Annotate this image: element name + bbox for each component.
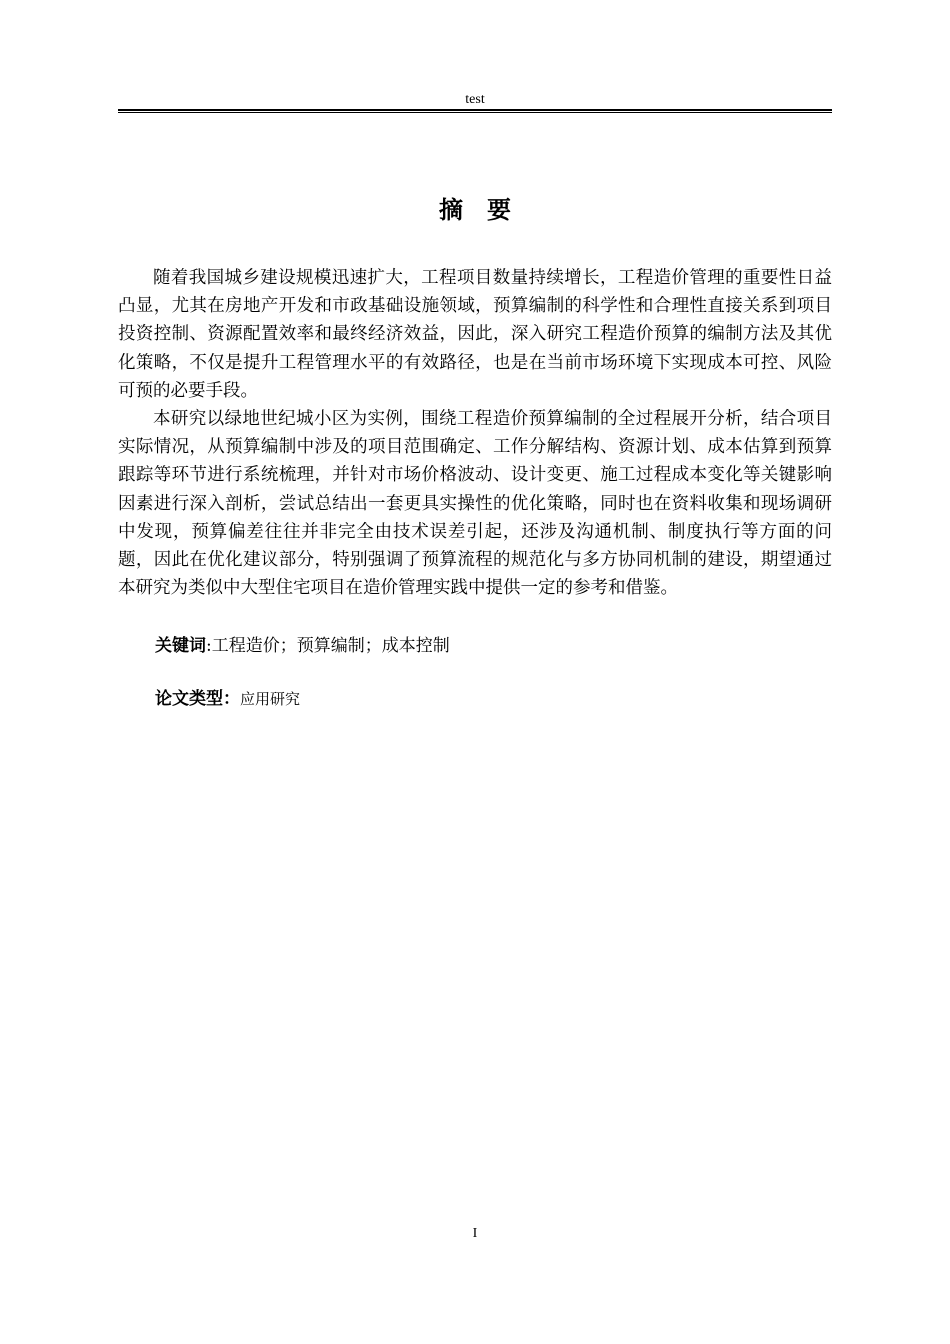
abstract-body <box>118 264 832 602</box>
keywords-separator: : <box>206 636 212 656</box>
keywords-line <box>155 632 832 660</box>
page-number: I <box>472 1226 478 1241</box>
header-rule <box>118 109 832 113</box>
abstract-paragraph-2: 本研究以绿地世纪城小区为实例，围绕工程造价预算编制的全过程展开分析，结合项目实际情况，从预算编制中涉及的项目范围确定、工作分解结构、资源计划、成本估算到预算跟踪等环节进行系统梳理，并针对市场价格波动、设计变更、施工过程成本变化等关键影响因素进行深入剖析，尝试总结出一套更具实操性的优化策略，同时也在资料收集和现场调研中发现，预算偏差往往并非完全由技术误差引起，还涉及沟通机制、制度执行等方面的问题，因此在优化建议部分，特别强调了预算流程的规范化与多方协同机制的建设，期望通过本研究为类似中大型住宅项目在造价管理实践中提供一定的参考和借鉴。 <box>118 409 832 599</box>
keywords-value: 工程造价；预算编制；成本控制 <box>211 636 450 656</box>
paper-type-label: 论文类型： <box>155 689 240 709</box>
paper-type-line <box>155 685 832 713</box>
paper-type-value: 应用研究 <box>240 690 301 708</box>
abstract-paragraph-1: 随着我国城乡建设规模迅速扩大，工程项目数量持续增长，工程造价管理的重要性日益凸显，尤其在房地产开发和市政基础设施领域，预算编制的科学性和合理性直接关系到项目投资控制、资源配置效率和最终经济效益，因此，深入研究工程造价预算的编制方法及其优化策略，不仅是提升工程管理水平的有效路径，也是在当前市场环境下实现成本可控、风险可预的必要手段。 <box>118 268 832 401</box>
keywords-label: 关键词 <box>155 636 206 656</box>
page-header: test <box>465 92 485 107</box>
abstract-title: 摘要 <box>439 196 535 224</box>
